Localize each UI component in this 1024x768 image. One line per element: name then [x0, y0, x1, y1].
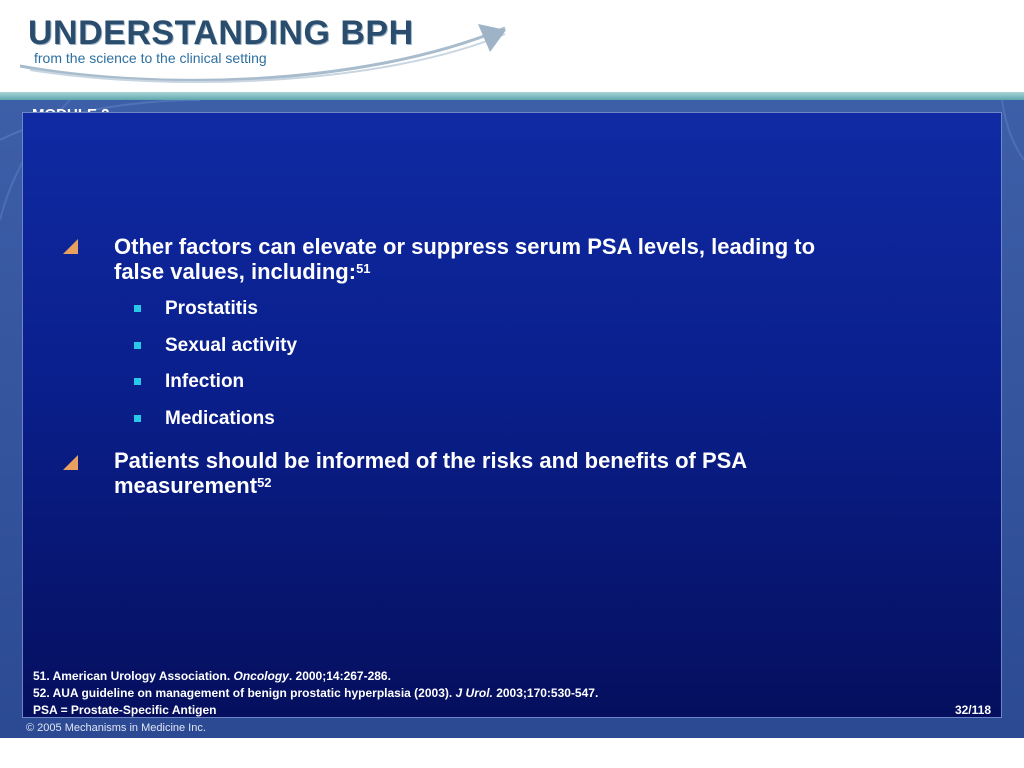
bullet-2-line-2: measurement	[114, 473, 258, 498]
header-divider	[0, 92, 1024, 100]
bullet-text-2	[114, 448, 964, 498]
sub-item: Prostatitis	[165, 298, 258, 319]
bullet-text-1	[114, 234, 964, 284]
square-bullet-icon	[134, 378, 141, 385]
reference-51: 51. American Urology Association. Oncology. 2000;14:267-286.	[33, 669, 391, 683]
sub-item: Sexual activity	[165, 335, 298, 356]
abbreviation-note: PSA = Prostate-Specific Antigen	[33, 703, 217, 717]
slide-frame	[0, 100, 1024, 738]
bullet-1-line-1: Other factors can elevate or suppress serum PSA levels, leading to	[114, 234, 816, 259]
triangle-bullet-icon	[63, 239, 78, 254]
square-bullet-icon	[134, 342, 141, 349]
square-bullet-icon	[134, 415, 141, 422]
header	[0, 0, 1024, 96]
reference-52: 52. AUA guideline on management of benign prostatic hyperplasia (2003). J Urol. 2003;170:530-547.	[33, 686, 599, 700]
logo-title: UNDERSTANDING BPH	[28, 14, 414, 52]
reference-marker-51: 51	[356, 261, 371, 276]
page-number: 32/118	[954, 703, 991, 717]
sub-item: Medications	[165, 408, 275, 429]
logo-subtitle: from the science to the clinical setting	[34, 50, 267, 66]
square-bullet-icon	[134, 305, 141, 312]
references	[33, 668, 993, 719]
reference-marker-52: 52	[257, 475, 272, 490]
triangle-bullet-icon	[63, 455, 78, 470]
content-panel	[22, 112, 1002, 718]
sub-item: Infection	[165, 371, 245, 392]
bullet-2-line-1: Patients should be informed of the risks and benefits of PSA	[114, 448, 748, 473]
copyright: © 2005 Mechanisms in Medicine Inc.	[26, 722, 206, 734]
bullet-1-line-2: false values, including:	[114, 259, 357, 284]
